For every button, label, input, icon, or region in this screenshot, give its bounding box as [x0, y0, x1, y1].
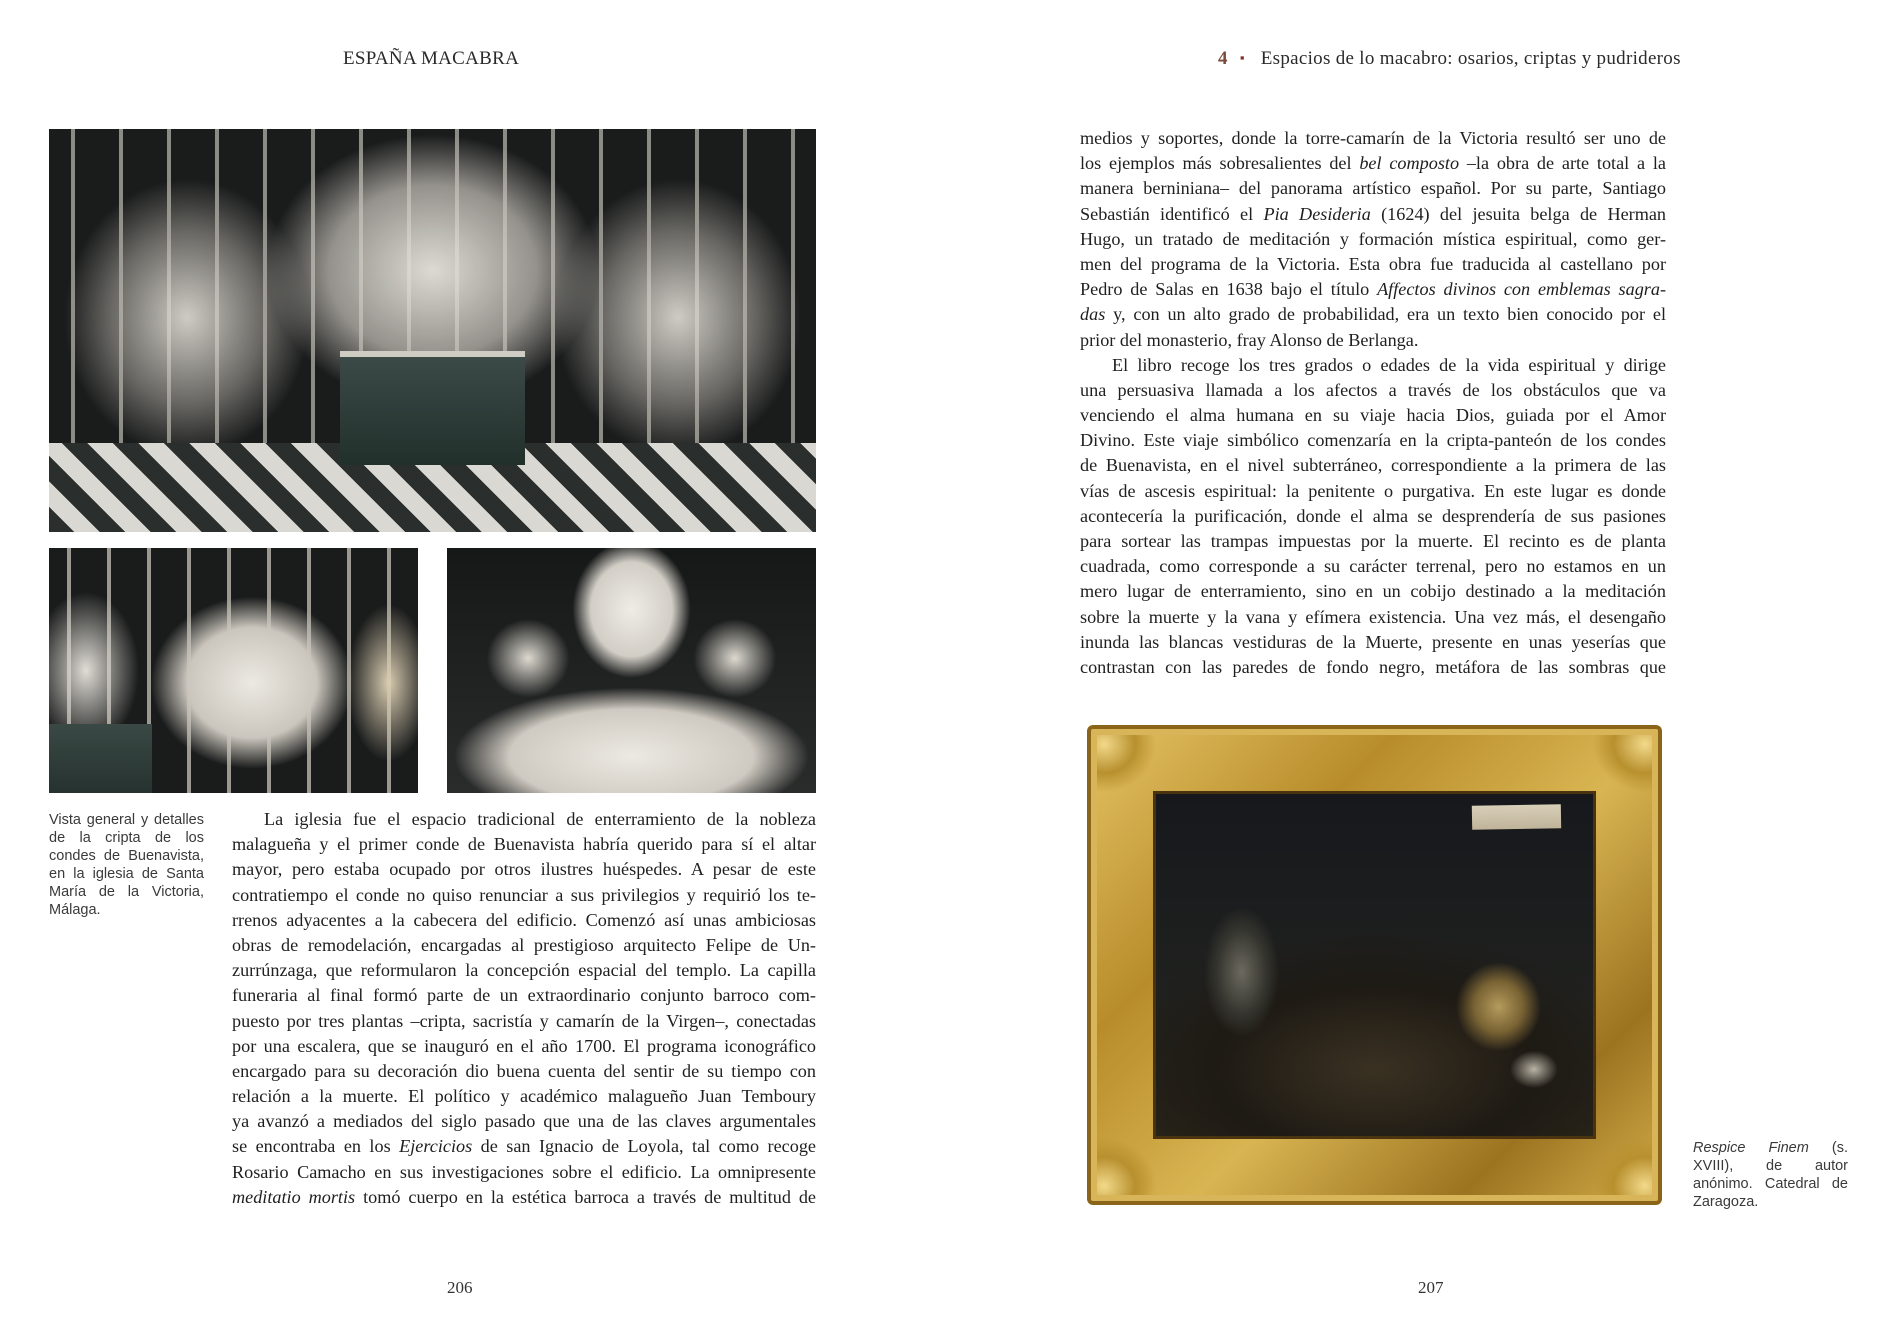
- text-line: por una escalera, que se inauguró en el año 1700. El programa iconográfico: [232, 1035, 816, 1056]
- text-line: [232, 1185, 816, 1210]
- text-run: Sebastián identificó el: [1080, 203, 1254, 224]
- chapter-number: 4: [1218, 48, 1228, 69]
- page-number-left: 206: [447, 1278, 473, 1297]
- text-line: Divino. Este viaje simbólico comenzaría en la cripta-panteón de los condes: [1080, 430, 1666, 451]
- text-line: Rosario Camacho en sus investigaciones sobre el edificio. La omnipresente: [232, 1161, 816, 1182]
- text-line: obras de remodelación, encargadas al prestigioso arquitecto Felipe de Un-: [232, 934, 816, 955]
- crypt-overview-photo: [49, 129, 816, 532]
- crypt-skeleton-detail-photo: [447, 548, 816, 793]
- italic-term-bel-composto: bel composto: [1359, 153, 1460, 174]
- text-line: manera berniniana– del panorama artístico español. Por su parte, Santiago: [1080, 178, 1666, 199]
- text-run: los ejemplos más sobresalientes del: [1080, 153, 1352, 174]
- separator-square-icon: ▪: [1239, 50, 1245, 65]
- text-line: [1080, 151, 1666, 176]
- text-run: Pedro de Salas en 1638 bajo el título: [1080, 279, 1370, 300]
- text-run: se encontraba en los: [232, 1136, 391, 1157]
- text-line: rrenos adyacentes a la cabecera del edificio. Comenzó así unas ambiciosas: [232, 909, 816, 930]
- text-line: malagueña y el primer conde de Buenavista habría querido para sí el altar: [232, 834, 816, 855]
- italic-term-meditatio-mortis: meditatio mortis: [232, 1186, 356, 1207]
- respice-finem-painting: [1087, 725, 1662, 1205]
- chapter-title: Espacios de lo macabro: osarios, criptas y pudrideros: [1260, 48, 1681, 69]
- text-line: [1080, 277, 1666, 302]
- text-line: prior del monasterio, fray Alonso de Berlanga.: [1080, 329, 1419, 350]
- text-line: mero lugar de enterramiento, sino en un cobijo destinado a la meditación: [1080, 581, 1666, 602]
- italic-title-affectos-end: das: [1080, 304, 1106, 325]
- text-line: una persuasiva llamada a los afectos a través de los obstáculos que va: [1080, 379, 1666, 400]
- body-text-left: [232, 807, 816, 1210]
- text-run: (1624) del jesuita belga de Herman: [1381, 203, 1667, 224]
- text-line: cuadrada, como corresponde a su carácter terrenal, pero no estamos en un: [1080, 556, 1666, 577]
- text-line: puesto por tres plantas –cripta, sacristía y camarín de la Virgen–, conectadas: [232, 1010, 816, 1031]
- text-line: inunda las blancas vestiduras de la Muerte, presente en unas yeserías que: [1080, 631, 1666, 652]
- text-line: de Buenavista, en el nivel subterráneo, correspondiente a la primera de las: [1080, 455, 1666, 476]
- caption-painting-details: (s. XVIII), de autor anónimo. Catedral de Zaragoza.: [1693, 1140, 1848, 1210]
- text-line: sobre la muerte y la vana y efímera existencia. Una vez más, el desengaño: [1080, 606, 1666, 627]
- text-line: para sortear las trampas impuestas por la muerte. El recinto es de planta: [1080, 531, 1666, 551]
- text-line: mayor, pero estaba ocupado por otros ilustres huéspedes. A pesar de este: [232, 859, 816, 880]
- text-line: funeraria al final formó parte de un extraordinario conjunto barroco com-: [232, 985, 816, 1006]
- painting-canvas-skull-still-life: [1153, 791, 1596, 1139]
- text-line: contratiempo el conde no quiso renunciar a sus privilegios y requirió los te-: [232, 884, 816, 905]
- crypt-tomb-detail-photo: [49, 548, 418, 793]
- text-run: de san Ignacio de Loyola, tal como recoge: [480, 1136, 816, 1157]
- body-text-right: [1080, 126, 1666, 680]
- text-line: relación a la muerte. El político y académico malagueño Juan Temboury: [232, 1086, 816, 1107]
- caption-painting-title: Respice Finem: [1693, 1140, 1809, 1156]
- text-run: tomó cuerpo en la estética barroca a través de multitud de: [363, 1186, 816, 1207]
- page-number-right: 207: [1418, 1278, 1444, 1297]
- text-line: vías de ascesis espiritual: la penitente o purgativa. En este lugar es donde: [1080, 480, 1666, 501]
- text-line: La iglesia fue el espacio tradicional de enterramiento de la nobleza: [264, 809, 816, 829]
- text-line: medios y soportes, donde la torre-camarín de la Victoria resultó ser uno de: [1080, 128, 1666, 148]
- text-line: zurrúnzaga, que reformularon la concepción espacial del templo. La capilla: [232, 960, 816, 981]
- italic-title-pia-desideria: Pia Desideria: [1263, 203, 1371, 224]
- text-line: encargado para su decoración dio buena cuenta del sentir de su tiempo con: [232, 1060, 816, 1081]
- text-line: men del programa de la Victoria. Esta obra fue traducida al castellano por: [1080, 253, 1666, 274]
- text-line: acontecería la purificación, donde el alma se desprendería de sus pasiones: [1080, 505, 1666, 526]
- italic-title-ejercicios: Ejercicios: [399, 1136, 473, 1157]
- text-line: contrastan con las paredes de fondo negro, metáfora de las sombras que: [1080, 656, 1666, 677]
- running-head-left: ESPAÑA MACABRA: [343, 48, 520, 69]
- text-run: –la obra de arte total a la: [1466, 153, 1666, 174]
- text-line: [1080, 302, 1666, 327]
- figure-caption-left: Vista general y detalles de la cripta de los condes de Buenavista, en la iglesia de Santa María de la Victoria, Málaga.: [49, 812, 204, 918]
- italic-title-affectos: Affectos divinos con emblemas sagra-: [1377, 279, 1667, 300]
- text-line: venciendo el alma humana en su viaje hacia Dios, guiada por el Amor: [1080, 405, 1666, 426]
- text-line: El libro recoge los tres grados o edades de la vida espiritual y dirige: [1112, 354, 1666, 375]
- text-line: Hugo, un tratado de meditación y formación mística espiritual, como ger-: [1080, 228, 1666, 249]
- running-head-right: [1218, 48, 1681, 70]
- text-line: [1080, 202, 1666, 227]
- text-line: ya avanzó a mediados del siglo pasado que una de las claves argumentales: [232, 1111, 816, 1132]
- text-run: y, con un alto grado de probabilidad, era un texto bien conocido por el: [1113, 304, 1667, 325]
- text-line: [232, 1134, 816, 1159]
- figure-caption-right: [1693, 1139, 1848, 1211]
